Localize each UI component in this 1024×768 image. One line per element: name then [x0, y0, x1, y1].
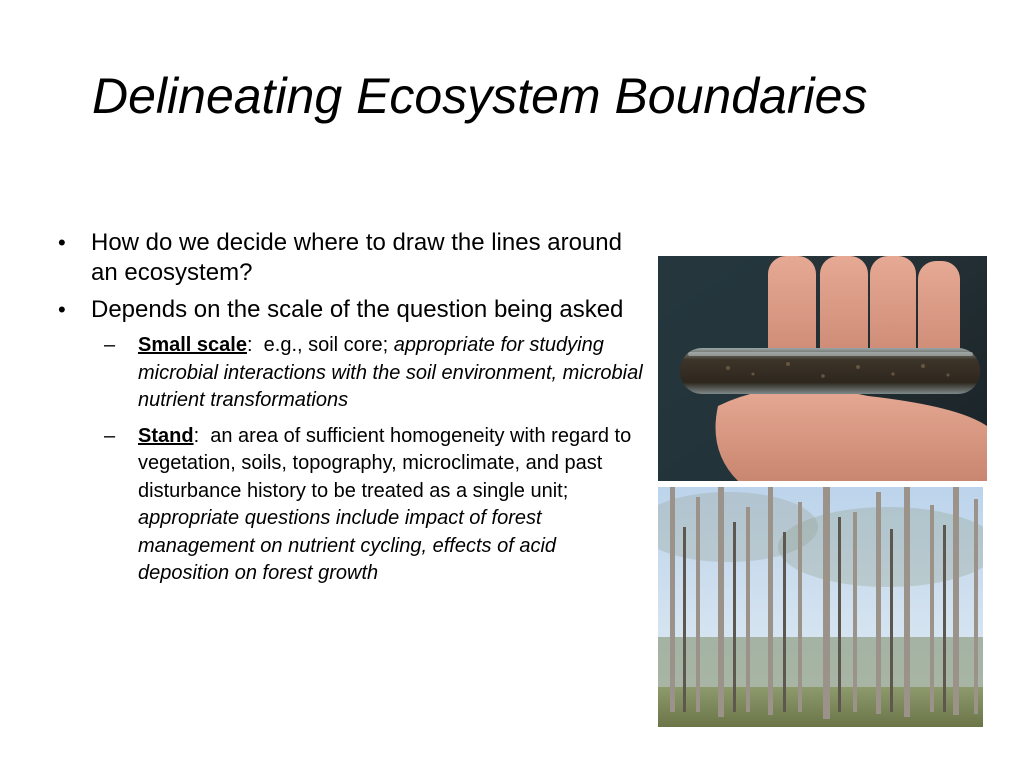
bullet-item: [58, 228, 648, 288]
sub-bullet-plain-text: an area of sufficient homogeneity with regard to vegetation, soils, topography, microclimate, and past disturbance history to be treated as a single unit;: [138, 424, 632, 502]
slide-title: Delineating Ecosystem Boundaries: [92, 68, 868, 124]
bullet-text: How do we decide where to draw the lines around an ecosystem?: [91, 229, 622, 286]
sub-bullet-item: [58, 332, 648, 415]
bullet-item: [58, 295, 648, 325]
sub-bullet-plain-text: e.g., soil core;: [263, 334, 394, 356]
term-stand: Stand: [138, 424, 194, 447]
soil-core-photo: [658, 256, 987, 481]
sub-bullet-italic-text: appropriate for studying microbial interactions with the soil environment, microbial nutrient transformations: [138, 334, 643, 411]
sub-bullet-item: [58, 423, 648, 588]
term-separator: :: [246, 334, 264, 356]
term-separator: :: [193, 424, 211, 447]
sub-bullet-list: [58, 332, 648, 588]
forest-stand-photo: [658, 487, 983, 727]
sub-bullet-marker: –: [104, 424, 116, 447]
bullet-marker: •: [58, 297, 66, 322]
sub-bullet-italic-text: appropriate questions include impact of forest management on nutrient cycling, effects of acid deposition on forest growth: [138, 507, 557, 584]
sub-bullet-marker: –: [104, 334, 116, 356]
bullet-marker: •: [58, 230, 66, 255]
bullet-text: Depends on the scale of the question being asked: [91, 296, 624, 323]
term-small-scale: Small scale: [138, 334, 247, 356]
bullet-list: [58, 228, 648, 596]
